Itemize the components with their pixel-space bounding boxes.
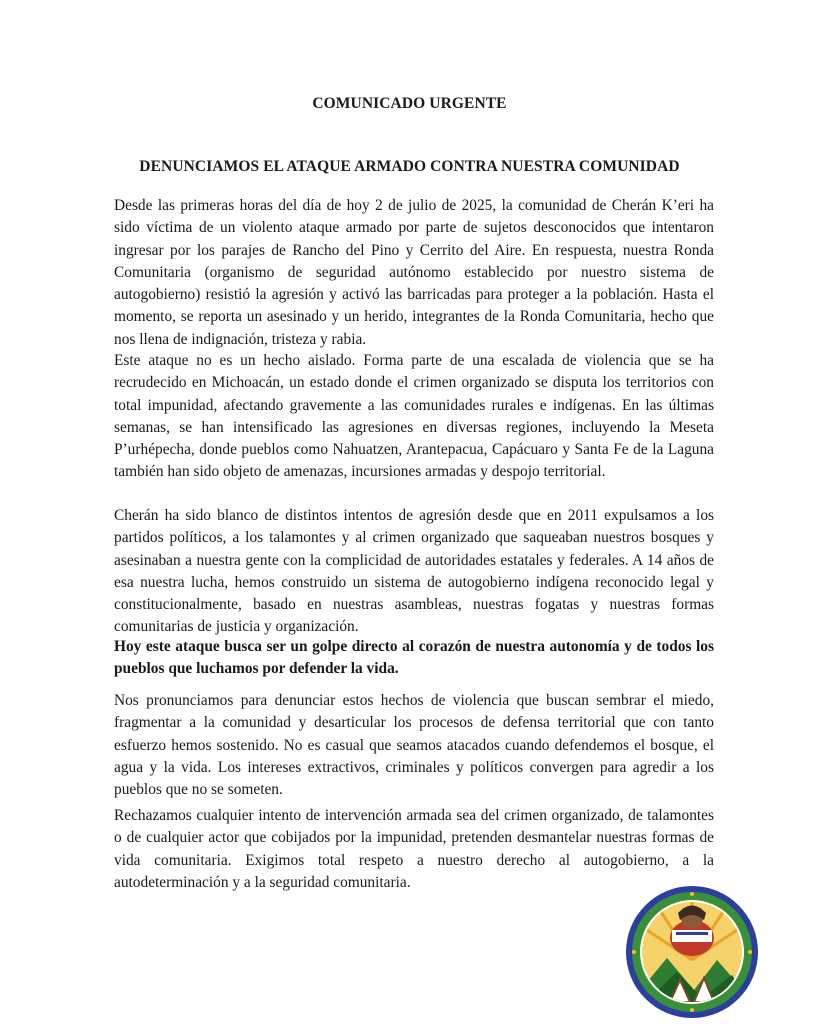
paragraph-6: Rechazamos cualquier intento de intervención armada sea del crimen organizado, de talamontes o de cualquier actor que cobijados por la impunidad, pretenden desmantelar nuestras formas de vida comunitaria. Exigimos total respeto a nuestro derecho al autogobierno, a la autodeterminación y a la seguridad comunitaria. xyxy=(114,807,714,891)
document-title: COMUNICADO URGENTE xyxy=(312,95,507,112)
community-emblem-icon xyxy=(622,880,762,1020)
paragraph-1: Desde las primeras horas del día de hoy 2 de julio de 2025, la comunidad de Cherán K’eri ha sido víctima de un violento ataque armado por parte de sujetos desconocidos que intentaron ingresar por los parajes de Rancho del Pino y Cerrito del Aire. En respuesta, nuestra Ronda Comunitaria (organismo de seguridad autónomo establecido por nuestro sistema de autogobierno) resistió la agresión y activó las barricadas para proteger a la población. Hasta el momento, se reporta un asesinado y un herido, integrantes de la Ronda Comunitaria, hecho que nos llena de indignación, tristeza y rabia. xyxy=(114,197,714,348)
paragraph-3: Cherán ha sido blanco de distintos intentos de agresión desde que en 2011 expulsamos a los partidos políticos, a los talamontes y al crimen organizado que saqueaban nuestros bosques y asesinaban a nuestra gente con la complicidad de autoridades estatales y federales. A 14 años de esa nuestra lucha, hemos construido un sistema de autogobierno indígena reconocido legal y constitucionalmente, basado en nuestras asambleas, nuestras fogatas y nuestras formas comunitarias de justicia y organización. xyxy=(114,507,714,636)
paragraph-5: Nos pronunciamos para denunciar estos hechos de violencia que buscan sembrar el miedo, fragmentar a la comunidad y desarticular los procesos de defensa territorial que con tanto esfuerzo hemos sostenido. No es casual que seamos atacados cuando defendemos el bosque, el agua y la vida. Los intereses extractivos, criminales y políticos convergen para agredir a los pueblos que no se someten. xyxy=(114,692,714,799)
paragraph-4-bold-statement: Hoy este ataque busca ser un golpe directo al corazón de nuestra autonomía y de todos los pueblos que luchamos por defender la vida. xyxy=(114,638,714,678)
paragraph-2: Este ataque no es un hecho aislado. Forma parte de una escalada de violencia que se ha recrudecido en Michoacán, un estado donde el crimen organizado se disputa los territorios con total impunidad, afectando gravemente a las comunidades rurales e indígenas. En las últimas semanas, se han intensificado las agresiones en diversas regiones, incluyendo la Meseta P’urhépecha, donde pueblos como Nahuatzen, Arantepacua, Capácuaro y Santa Fe de la Laguna también han sido objeto de amenazas, incursiones armadas y despojo territorial. xyxy=(114,352,714,481)
document-subtitle: DENUNCIAMOS EL ATAQUE ARMADO CONTRA NUESTRA COMUNIDAD xyxy=(139,158,680,175)
